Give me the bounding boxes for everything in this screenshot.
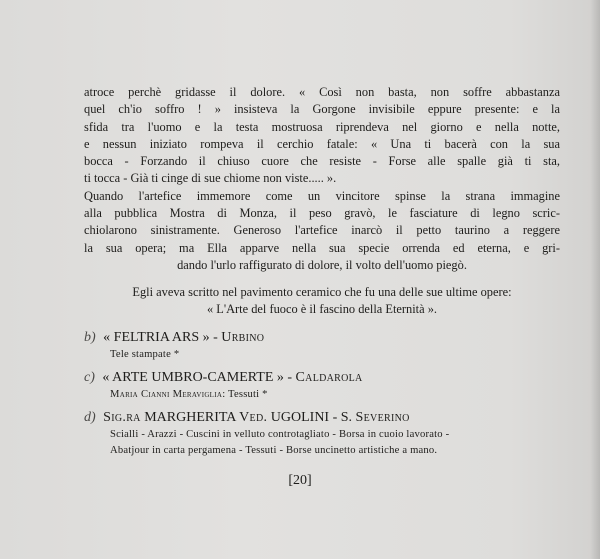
exhibitor-entry (84, 329, 564, 363)
entry-description: Tele stampate * (110, 349, 180, 360)
text-line: atroce perchè gridasse il dolore. « Così non basta, non soffre abbastanza (84, 85, 560, 99)
entry-description (110, 387, 564, 403)
text-line: bocca - Forzando il chiuso cuore che resiste - Forse alle spalle già ti sta, (84, 154, 560, 169)
text-line: chiolarono sinistramente. Generoso l'artefice inarcò il petto taurino a reggere (84, 223, 560, 238)
text-line: la sua opera; ma Ella apparve nella sua specie orrenda ed eterna, e gri- (84, 240, 560, 255)
entry-items: : Tessuti * (222, 389, 268, 400)
text-line: ti tocca - Già ti cinge di sue chiome non viste..... ». (84, 171, 337, 186)
text-line: alla pubblica Mostra di Monza, il peso gravò, le fasciature di legno scric- (84, 206, 560, 221)
entry-title: « ARTE UMBRO-CAMERTE » - (102, 370, 293, 385)
entry-place: Urbino (221, 330, 265, 345)
entry-place: Severino (355, 410, 410, 425)
entry-place: Caldarola (295, 370, 363, 385)
entry-heading (84, 409, 564, 427)
text-line: Quando l'artefice immemore come un vincitore spinse la strana immagine (84, 188, 560, 203)
quote-paragraph (84, 284, 560, 319)
entry-letter: b) (84, 330, 96, 345)
body-paragraph (84, 84, 560, 274)
entry-person: Maria Cianni Meraviglia (110, 389, 223, 400)
entry-letter: d) (84, 410, 96, 425)
entry-description: Scialli - Arazzi - Cuscini in velluto controtagliato - Borsa in cuoio lavorato - (110, 429, 450, 440)
page-number: [20] (288, 473, 312, 488)
entry-heading (84, 369, 564, 387)
text-line: Egli aveva scritto nel pavimento ceramico che fu una delle sue ultime opere: (132, 285, 512, 299)
text-line: dando l'urlo raffigurato di dolore, il volto dell'uomo piegò. (177, 257, 467, 272)
entry-title-2: UGOLINI - S. (270, 410, 353, 425)
entry-title: « FELTRIA ARS » - (103, 330, 218, 345)
entry-title: MARGHERITA (144, 410, 236, 425)
entry-letter: c) (84, 370, 95, 385)
text-line: e nessun iniziato rompeva il cerchio fatale: « Una ti bacerà con la sua (84, 136, 560, 151)
exhibitor-entry (84, 409, 564, 459)
entry-ved: Ved. (239, 410, 268, 425)
entry-prefix: Sig.ra (103, 410, 141, 425)
entry-description-2: Abatjour in carta pergamena - Tessuti - Borse uncinetto artistiche a mano. (110, 445, 438, 456)
text-line: sfida tra l'uomo e la testa mostruosa riprendeva nel giorno e nella notte, (84, 119, 560, 134)
entry-heading (84, 329, 564, 347)
exhibitor-entry (84, 369, 564, 403)
text-line: « L'Arte del fuoco è il fascino della Eternità ». (207, 302, 437, 317)
text-line: quel ch'io soffro ! » insisteva la Gorgone invisibile eppure presente: e la (84, 102, 560, 117)
